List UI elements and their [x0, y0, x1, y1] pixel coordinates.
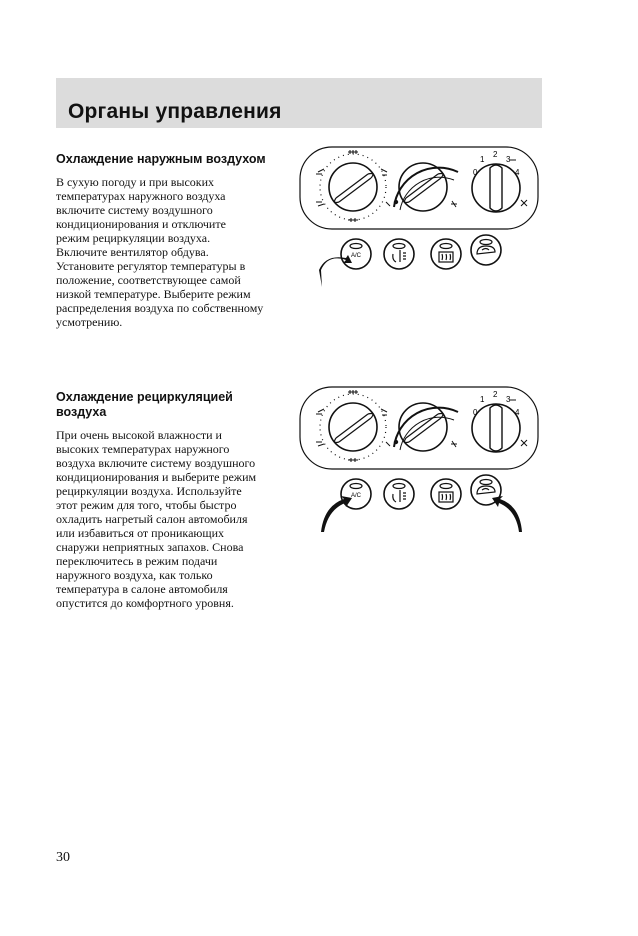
svg-text:1: 1: [480, 395, 485, 404]
climate-panel-svg: [296, 382, 544, 532]
pointer-arrow-right: [492, 496, 522, 532]
svg-text:3: 3: [506, 395, 511, 404]
fan-speed-dial: [472, 164, 520, 212]
section-body: При очень высокой влажности и высоких температурах наружного воздуха включите систему воздушного кондиционирования и выберите режим рециркуляции воздуха. Используйте этот режим для того, чтобы быстро охладить нагретый салон автомобиля или избавиться от проникающих снаружи неприятных запахов. Снова переключитесь в режим подачи наружного воздуха, как только температура в салоне автомобиля опустится до комфортного уровня.: [56, 428, 257, 610]
svg-text:2: 2: [493, 150, 498, 159]
section-outside-air-cooling: [56, 152, 296, 329]
cold-dot: [394, 440, 398, 444]
pointer-arrow: [319, 255, 352, 287]
svg-text:4: 4: [515, 408, 520, 417]
front-defrost-button: [384, 479, 414, 509]
section-heading: Охлаждение наружным воздухом: [56, 152, 266, 166]
mode-dial-scale: [320, 154, 386, 220]
svg-text:1: 1: [480, 155, 485, 164]
page-number: 30: [56, 850, 70, 865]
svg-text:4: 4: [515, 168, 520, 177]
ac-label: A/C: [350, 253, 362, 259]
svg-text:0: 0: [473, 408, 478, 417]
header-band: [56, 78, 542, 128]
climate-panel-illustration-1: [296, 142, 544, 292]
recirculation-button: [471, 235, 501, 265]
mode-dial-scale: [320, 394, 386, 460]
section-body: В сухую погоду и при высоких температурах наружного воздуха включите систему воздушного кондиционирования и отключите режим рециркуляции воздуха. Включите вентилятор обдува. Установите регулятор температуры в положение, соответствующее самой низкой температуре. Выберите режим распределения воздуха по собственному усмотрению.: [56, 175, 264, 329]
section-recirculation-cooling: [56, 390, 296, 610]
mode-dial: [329, 163, 377, 211]
svg-text:2: 2: [493, 390, 498, 399]
section-heading: Охлаждение рециркуляцией воздуха: [56, 390, 233, 419]
climate-panel-svg: [296, 142, 544, 292]
svg-text:3: 3: [506, 155, 511, 164]
rear-defrost-button: [431, 239, 461, 269]
climate-panel-illustration-2: [296, 382, 544, 532]
rear-defrost-button: [431, 479, 461, 509]
front-defrost-button: [384, 239, 414, 269]
page-title: Органы управления: [68, 100, 282, 123]
mode-dial: [329, 403, 377, 451]
cold-dot: [394, 200, 398, 204]
fan-speed-dial: [472, 404, 520, 452]
ac-label: A/C: [350, 493, 362, 499]
svg-text:0: 0: [473, 168, 478, 177]
pointer-arrow-left: [321, 496, 352, 532]
